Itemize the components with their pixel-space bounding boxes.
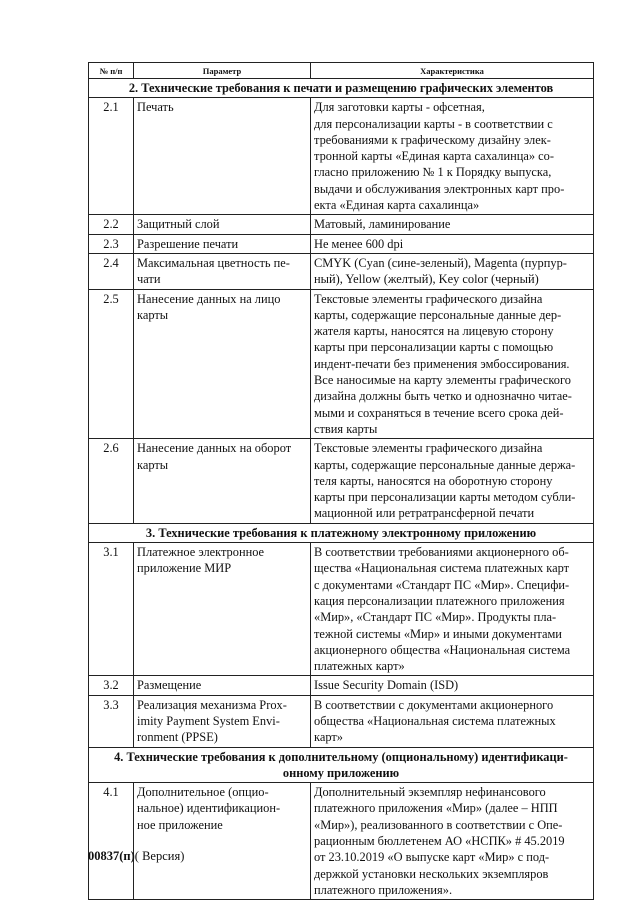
row-parameter: Дополнительное (опцио- нальное) идентификацион- ное приложение xyxy=(134,783,311,900)
row-parameter: Нанесение данных на оборот карты xyxy=(134,439,311,523)
section-title: 2. Технические требования к печати и размещению графических элементов xyxy=(89,79,594,98)
row-parameter: Максимальная цветность пе- чати xyxy=(134,253,311,289)
row-number: 3.1 xyxy=(89,543,134,676)
header-number: № п/п xyxy=(89,63,134,79)
row-value: Текстовые элементы графического дизайна карты, содержащие персональные данные держа- теля карты, наносятся на оборотную сторону карты при персонализации карты методом субли- мационной или ретратрансферной печати xyxy=(311,439,594,523)
row-parameter: Размещение xyxy=(134,676,311,695)
table-row xyxy=(89,98,594,215)
row-value: Матовый, ламинирование xyxy=(311,215,594,234)
document-code: 00837(п) xyxy=(88,849,135,863)
table-row xyxy=(89,253,594,289)
table-row xyxy=(89,234,594,253)
row-parameter: Разрешение печати xyxy=(134,234,311,253)
row-number: 2.1 xyxy=(89,98,134,215)
table-row xyxy=(89,543,594,676)
row-number: 2.6 xyxy=(89,439,134,523)
section-row xyxy=(89,79,594,98)
table-row xyxy=(89,695,594,747)
table-row xyxy=(89,439,594,523)
row-number: 3.2 xyxy=(89,676,134,695)
row-number: 3.3 xyxy=(89,695,134,747)
table-row xyxy=(89,215,594,234)
section-row xyxy=(89,747,594,783)
row-value: CMYK (Cyan (сине-зеленый), Magenta (пурпур- ный), Yellow (желтый), Key color (черный) xyxy=(311,253,594,289)
row-parameter: Нанесение данных на лицо карты xyxy=(134,289,311,439)
section-row xyxy=(89,523,594,542)
header-characteristic: Характеристика xyxy=(311,63,594,79)
row-number: 4.1 xyxy=(89,783,134,900)
header-parameter: Параметр xyxy=(134,63,311,79)
document-footer xyxy=(88,849,184,864)
row-number: 2.3 xyxy=(89,234,134,253)
table-row xyxy=(89,676,594,695)
row-number: 2.5 xyxy=(89,289,134,439)
document-version: ( Версия) xyxy=(134,849,185,863)
section-title: 4. Технические требования к дополнительному (опциональному) идентификаци- онному приложению xyxy=(89,747,594,783)
row-parameter: Платежное электронное приложение МИР xyxy=(134,543,311,676)
section-title: 3. Технические требования к платежному электронному приложению xyxy=(89,523,594,542)
row-value: В соответствии требованиями акционерного об- щества «Национальная система платежных карт с документами «Стандарт ПС «Мир». Специфи- кация персонализации платежного приложения «Мир», «Стандарт ПС «Мир». Продукты пла- тежной системы «Мир» и иными документами акционерного общества «Национальная система платежных карт» xyxy=(311,543,594,676)
row-value: Issue Security Domain (ISD) xyxy=(311,676,594,695)
row-number: 2.2 xyxy=(89,215,134,234)
requirements-table xyxy=(88,62,594,900)
table-header-row xyxy=(89,63,594,79)
row-parameter: Реализация механизма Prox- imity Payment System Envi- ronment (PPSE) xyxy=(134,695,311,747)
table-row xyxy=(89,783,594,900)
row-value: Не менее 600 dpi xyxy=(311,234,594,253)
row-number: 2.4 xyxy=(89,253,134,289)
row-value: Для заготовки карты - офсетная, для персонализации карты - в соответствии с требованиями к графическому дизайну элек- тронной карты «Единая карта сахалинца» со- гласно приложению № 1 к Порядку выпуска, выдачи и обслуживания электронных карт про- екта «Единая карта сахалинца» xyxy=(311,98,594,215)
row-value: Текстовые элементы графического дизайна карты, содержащие персональные данные дер- жателя карты, наносятся на лицевую сторону карты при персонализации карты с помощью индент-печати без применения эмбоссирования. Все наносимые на карту элементы графического дизайна должны быть четко и однозначно читае- мыми и сохраняться в течение всего срока дей- ствия карты xyxy=(311,289,594,439)
row-value: Дополнительный экземпляр нефинансового платежного приложения «Мир» (далее – НПП «Мир»), реализованного в соответствии с Опе- рационным бюллетенем АО «НСПК» # 45.2019 от 23.10.2019 «О выпуске карт «Мир» с под- держкой установки нескольких экземпляров платежного приложения». xyxy=(311,783,594,900)
row-value: В соответствии с документами акционерного общества «Национальная система платежных карт» xyxy=(311,695,594,747)
row-parameter: Печать xyxy=(134,98,311,215)
row-parameter: Защитный слой xyxy=(134,215,311,234)
table-row xyxy=(89,289,594,439)
